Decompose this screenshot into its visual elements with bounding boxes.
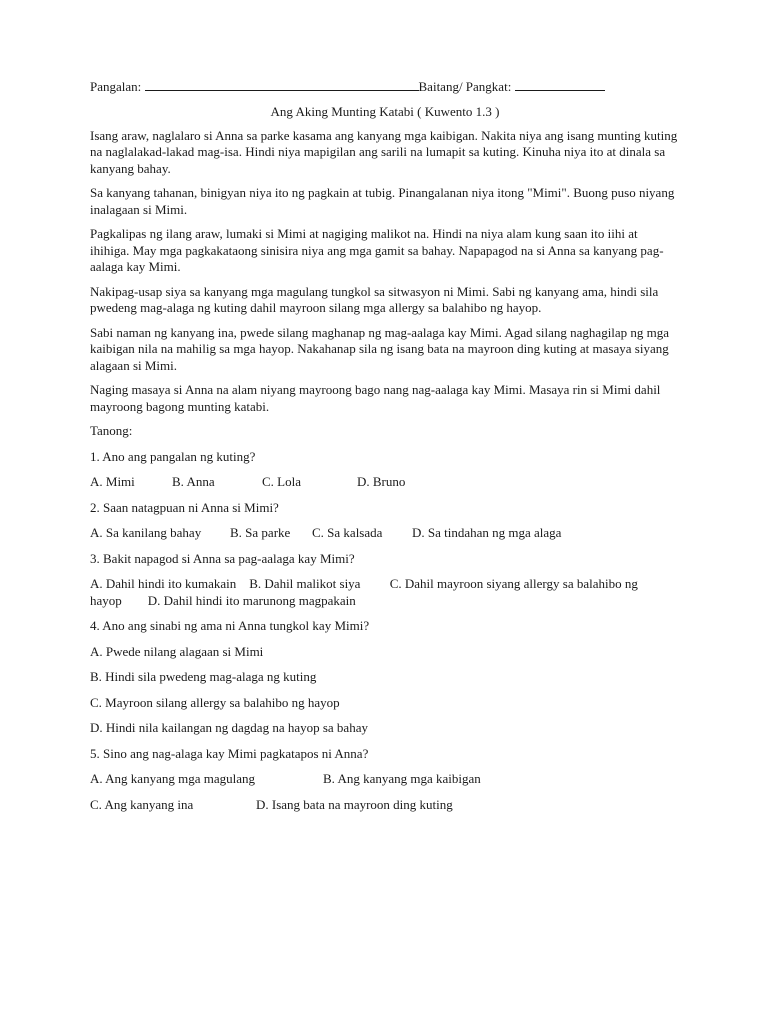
choice-5a: A. Ang kanyang mga magulang (90, 771, 255, 786)
choice-1c: C. Lola (262, 474, 301, 489)
story-title: Ang Aking Munting Katabi ( Kuwento 1.3 ) (270, 104, 500, 119)
story-paragraph-5: Sabi naman ng kanyang ina, pwede silang maghanap ng mag-aalaga kay Mimi. Agad silang naghagilap ng mga kaibigan nila na mahilig sa mga hayop. Nakahanap sila ng isang bata na mayroon ding kuting at masaya siyang alagaan si Mimi. (90, 324, 670, 373)
story-paragraph-3: Pagkalipas ng ilang araw, lumaki si Mimi at nagiging malikot na. Hindi na niya alam kung saan ito iihi at ihihiga. May mga pagkakataong sinisira niya ang mga gamit sa bahay. Napapagod na si Anna sa kanyang pag-aalaga kay Mimi. (90, 226, 664, 274)
choice-3b: B. Dahil malikot siya (249, 576, 361, 591)
question-5-choices-row-2 (90, 797, 680, 814)
story-paragraph-6: Naging masaya si Anna na alam niyang mayroong bago nang nag-aalaga kay Mimi. Masaya rin si Mimi dahil mayroong bagong munting katabi. (90, 382, 661, 414)
choice-2a: A. Sa kanilang bahay (90, 525, 202, 540)
header-fields (90, 78, 680, 96)
questions-label: Tanong: (90, 423, 133, 438)
choice-4d: D. Hindi nila kailangan ng dagdag na hayop sa bahay (90, 720, 368, 735)
choice-4c: C. Mayroon silang allergy sa balahibo ng hayop (90, 694, 340, 710)
question-5: 5. Sino ang nag-alaga kay Mimi pagkatapos ni Anna? (90, 745, 369, 761)
choice-2d: D. Sa tindahan ng mga alaga (412, 525, 562, 540)
question-2: 2. Saan natagpuan ni Anna si Mimi? (90, 499, 279, 515)
choice-2b: B. Sa parke (230, 525, 291, 540)
question-1-choices (90, 474, 680, 491)
name-label: Pangalan: (90, 79, 142, 94)
choice-1d: D. Bruno (357, 474, 406, 489)
worksheet-page (90, 78, 680, 822)
choice-4b: B. Hindi sila pwedeng mag-alaga ng kuting (90, 669, 317, 684)
grade-blank-line[interactable] (515, 78, 605, 91)
choice-3d: D. Dahil hindi ito marunong magpakain (147, 592, 356, 608)
question-1: 1. Ano ang pangalan ng kuting? (90, 448, 256, 464)
grade-label: Baitang/ Pangkat: (418, 79, 512, 94)
story-paragraph-4: Nakipag-usap siya sa kanyang mga magulang tungkol sa sitwasyon ni Mimi. Sabi ng kanyang ama, hindi sila pwedeng mag-alaga ng kuting dahil mayroon silang mga allergy sa balahibo ng hayop. (90, 283, 659, 315)
choice-3a: A. Dahil hindi ito kumakain (90, 576, 237, 591)
question-3-choices (90, 576, 680, 609)
choice-5d: D. Isang bata na mayroon ding kuting (256, 796, 453, 812)
question-2-choices (90, 525, 680, 542)
choice-2c: C. Sa kalsada (312, 525, 383, 540)
story-paragraph-1: Isang araw, naglalaro si Anna sa parke kasama ang kanyang mga kaibigan. Nakita niya ang isang munting kuting na naglalakad-lakad mag-isa. Hindi niya mapigilan ang sarili na lumapit sa kuting. Kinuha niya ito at dinala sa kanyang bahay. (90, 127, 678, 176)
choice-3c: C. Dahil mayroon siyang allergy sa balahibo ng hayop (90, 576, 638, 608)
story-paragraph-2: Sa kanyang tahanan, binigyan niya ito ng pagkain at tubig. Pinangalanan niya itong "Mimi". Buong puso niyang inalagaan si Mimi. (90, 185, 675, 217)
choice-1b: B. Anna (172, 474, 215, 489)
question-5-choices-row-1 (90, 771, 680, 788)
name-blank-line[interactable] (145, 78, 419, 91)
question-4: 4. Ano ang sinabi ng ama ni Anna tungkol kay Mimi? (90, 618, 370, 633)
choice-1a: A. Mimi (90, 474, 135, 489)
choice-4a: A. Pwede nilang alagaan si Mimi (90, 643, 264, 659)
choice-5b: B. Ang kanyang mga kaibigan (323, 771, 481, 786)
question-3: 3. Bakit napagod si Anna sa pag-aalaga kay Mimi? (90, 550, 355, 566)
choice-5c: C. Ang kanyang ina (90, 796, 194, 812)
